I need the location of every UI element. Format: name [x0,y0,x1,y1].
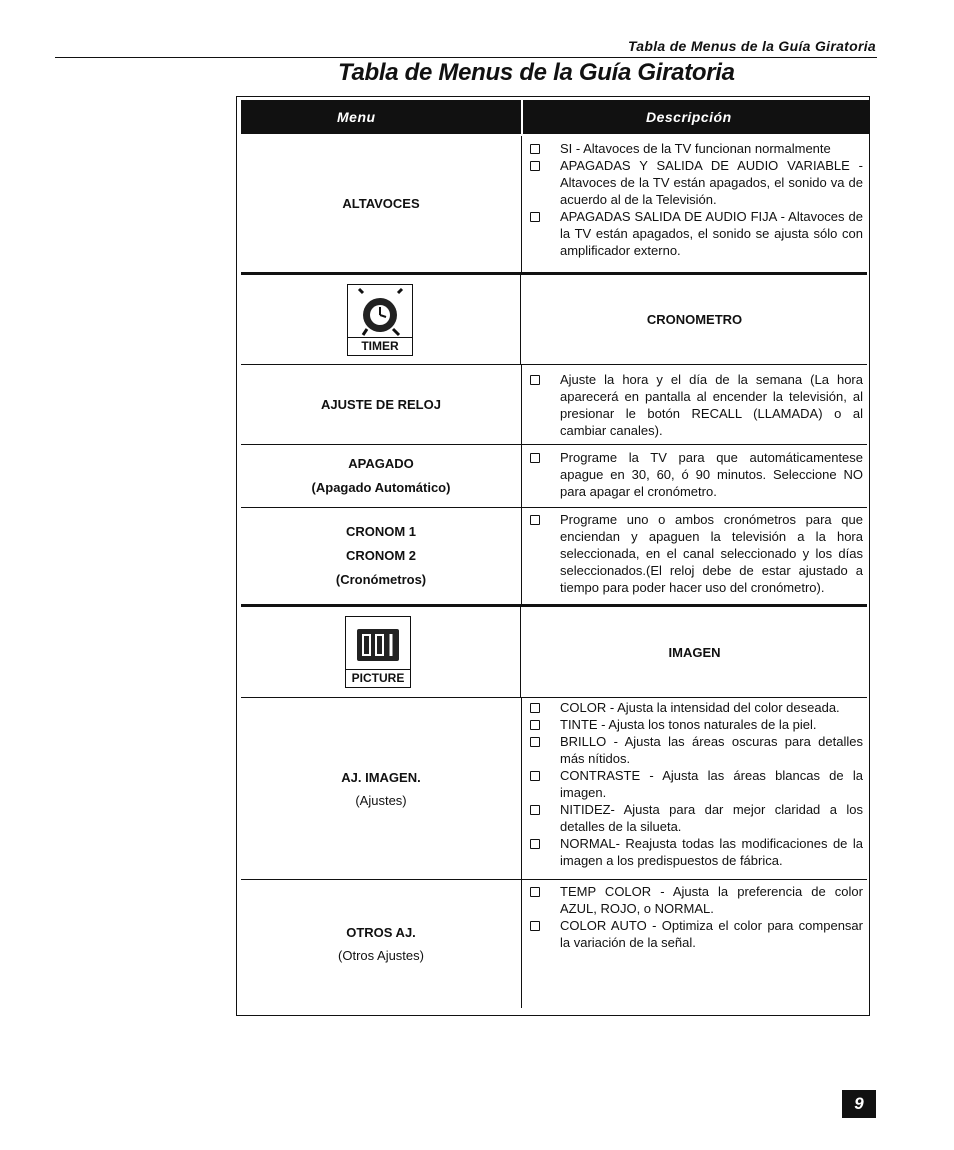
checkbox-bullet-icon [530,720,540,730]
description-cell [522,508,867,604]
checkbox-bullet-icon [530,515,540,525]
menu-cell [241,607,521,697]
description-list [522,880,867,951]
menu-item-cronom-2: CRONOM 2 [345,548,417,563]
menu-item-cronom-sub: (Cronómetros) [335,572,427,587]
picture-icon [345,616,411,688]
timer-icon [347,284,413,356]
checkbox-bullet-icon [530,737,540,747]
list-item: NITIDEZ- Ajusta para dar mejor claridad a los detalles de la silueta. [530,801,863,835]
list-item: COLOR - Ajusta la intensidad del color deseada. [530,699,863,716]
list-item: TINTE - Ajusta los tonos naturales de la piel. [530,716,863,733]
menu-item-aj-imagen: AJ. IMAGEN. [341,769,421,785]
table-row-cronom [241,508,867,607]
menu-item-cronom-1: CRONOM 1 [345,524,417,539]
section-title-cronometro: CRONOMETRO [646,312,743,327]
menu-item-altavoces: ALTAVOCES [342,196,420,211]
list-item: SI - Altavoces de la TV funcionan normalmente [530,140,863,157]
menu-item-ajuste-reloj: AJUSTE DE RELOJ [321,396,441,412]
list-item: CONTRASTE - Ajusta las áreas blancas de la imagen. [530,767,863,801]
list-item: BRILLO - Ajusta las áreas oscuras para detalles más nítidos. [530,733,863,767]
description-cell [522,445,867,507]
list-item: TEMP COLOR - Ajusta la preferencia de color AZUL, ROJO, o NORMAL. [530,883,863,917]
list-item: COLOR AUTO - Optimiza el color para compensar la variación de la señal. [530,917,863,951]
description-cell [522,275,867,364]
list-item: NORMAL- Reajusta todas las modificaciones de la imagen a los predispuestos de fábrica. [530,835,863,869]
checkbox-bullet-icon [530,144,540,154]
header-rule [55,57,877,58]
checkbox-bullet-icon [530,887,540,897]
menu-item-aj-imagen-sub: (Ajustes) [355,792,407,808]
description-list [522,508,867,596]
description-cell [522,365,867,444]
table-header [241,100,869,134]
running-header: Tabla de Menus de la Guía Giratoria [627,38,876,54]
menu-cell [241,508,522,604]
menu-item-otros-sub: (Otros Ajustes) [338,948,424,963]
table-row-aj-imagen [241,698,867,880]
description-cell [522,880,867,1008]
checkbox-bullet-icon [530,771,540,781]
menu-cell [241,136,522,272]
checkbox-bullet-icon [530,839,540,849]
picture-icon-label: PICTURE [346,669,410,685]
table-row-ajuste-reloj [241,365,867,445]
timer-icon-label: TIMER [348,337,412,353]
description-list [522,136,867,259]
checkbox-bullet-icon [530,161,540,171]
checkbox-bullet-icon [530,921,540,931]
menu-cell [241,365,522,444]
header-description: Descripción [646,109,732,125]
tv-picture-icon [347,617,410,669]
menu-cell [241,698,522,879]
list-item: Ajuste la hora y el día de la semana (La hora aparecerá en pantalla al encender la televisión, al presionar le botón RECALL (LLAMADA) o al cambiar canales). [530,371,863,439]
description-list [522,698,867,869]
section-title-imagen: IMAGEN [668,644,721,660]
menu-cell [241,445,522,507]
table-row-timer-section [241,275,867,365]
menu-item-otros: OTROS AJ. [346,925,416,940]
description-list [522,365,867,439]
checkbox-bullet-icon [530,212,540,222]
table-row-apagado [241,445,867,508]
checkbox-bullet-icon [530,453,540,463]
description-cell [522,136,867,272]
checkbox-bullet-icon [530,805,540,815]
menu-item-apagado: APAGADO [348,456,414,471]
list-item: Programe uno o ambos cronómetros para que enciendan y apaguen la televisión a la hora seleccionada, en el canal seleccionado y los días seleccionados.(El reloj debe de estar ajustado a tiempo para poder hacer uso del cronómetro). [530,511,863,596]
checkbox-bullet-icon [530,375,540,385]
page-title: Tabla de Menus de la Guía Giratoria [338,59,735,86]
header-menu: Menu [337,109,376,125]
table-row-picture-section [241,607,867,698]
list-item: APAGADAS Y SALIDA DE AUDIO VARIABLE - Altavoces de la TV están apagados, el sonido va de acuerdo al de la Televisión. [530,157,863,208]
table-row-otros [241,880,867,1008]
description-cell [522,698,867,879]
alarm-clock-icon [349,285,412,339]
list-item: APAGADAS SALIDA DE AUDIO FIJA - Altavoces de la TV están apagados, el sonido se ajusta sólo con amplificador externo. [530,208,863,259]
menu-item-apagado-sub: (Apagado Automático) [311,480,451,495]
menu-cell [241,880,522,1008]
page-number: 9 [842,1090,876,1118]
checkbox-bullet-icon [530,703,540,713]
header-divider [521,100,523,134]
menu-cell [241,275,521,364]
description-cell [522,607,867,697]
list-item: Programe la TV para que automáticamentese apague en 30, 60, ó 90 minutos. Seleccione NO para apagar el cronómetro. [530,449,863,500]
description-list [522,445,867,500]
table-row-altavoces [241,136,867,275]
